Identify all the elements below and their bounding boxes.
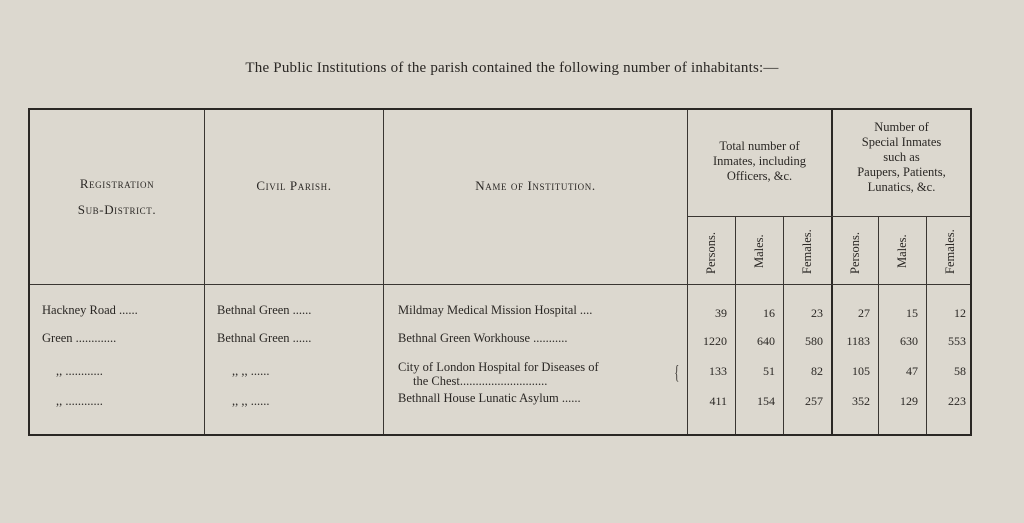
header-total-l2: Inmates, including bbox=[712, 154, 807, 168]
rule-v2 bbox=[383, 110, 384, 434]
row3-institution-line2: the Chest............................ bbox=[413, 374, 548, 388]
header-total-group bbox=[688, 139, 831, 184]
row2-district: Green ............. bbox=[42, 331, 117, 345]
row3-parish: ,, ,, ...... bbox=[232, 364, 270, 378]
header-total-l3: Officers, &c. bbox=[726, 169, 793, 183]
header-registration-line2: Sub-District. bbox=[77, 202, 157, 217]
row4-institution: Bethnall House Lunatic Asylum ...... bbox=[398, 391, 581, 405]
row1-special-males: 15 bbox=[906, 306, 918, 320]
row4-parish: ,, ,, ...... bbox=[232, 394, 270, 408]
row2-total-females: 580 bbox=[805, 334, 823, 348]
row2-special-females: 553 bbox=[948, 334, 966, 348]
row1-institution: Mildmay Medical Mission Hospital .... bbox=[398, 303, 593, 317]
row2-special-males: 630 bbox=[900, 334, 918, 348]
row3-total-persons: 133 bbox=[709, 364, 727, 378]
row1-district: Hackney Road ...... bbox=[42, 303, 138, 317]
header-registration bbox=[30, 176, 204, 218]
header-special-group bbox=[833, 120, 970, 195]
page-title: The Public Institutions of the parish contained the following number of inhabitants:— bbox=[245, 60, 779, 76]
row1-special-females: 12 bbox=[954, 306, 966, 320]
row1-total-persons: 39 bbox=[715, 306, 727, 320]
row4-district: ,, ............ bbox=[56, 394, 103, 408]
header-special-males: Males. bbox=[895, 234, 909, 268]
row2-special-persons: 1183 bbox=[846, 334, 870, 348]
rule-h-header bbox=[30, 284, 970, 285]
row2-parish: Bethnal Green ...... bbox=[217, 331, 312, 345]
row3-special-males: 47 bbox=[906, 364, 918, 378]
row3-total-males: 51 bbox=[763, 364, 775, 378]
header-special-l5: Lunatics, &c. bbox=[867, 180, 936, 194]
row3-special-females: 58 bbox=[954, 364, 966, 378]
row1-parish: Bethnal Green ...... bbox=[217, 303, 312, 317]
row4-total-females: 257 bbox=[805, 394, 823, 408]
row2-total-males: 640 bbox=[757, 334, 775, 348]
row4-special-males: 129 bbox=[900, 394, 918, 408]
row4-special-females: 223 bbox=[948, 394, 966, 408]
rule-h-group bbox=[687, 216, 970, 217]
header-total-males: Males. bbox=[752, 234, 766, 268]
row2-total-persons: 1220 bbox=[703, 334, 727, 348]
inhabitants-table bbox=[28, 108, 972, 436]
header-special-females: Females. bbox=[943, 229, 957, 274]
row1-total-females: 23 bbox=[811, 306, 823, 320]
row4-total-persons: 411 bbox=[709, 394, 727, 408]
row1-special-persons: 27 bbox=[858, 306, 870, 320]
header-total-persons: Persons. bbox=[704, 231, 718, 274]
rule-v1 bbox=[204, 110, 205, 434]
row4-special-persons: 352 bbox=[852, 394, 870, 408]
header-special-l1: Number of bbox=[874, 120, 929, 134]
row3-institution-line1: City of London Hospital for Diseases of bbox=[398, 360, 599, 374]
header-special-l2: Special Inmates bbox=[861, 135, 942, 149]
row4-total-males: 154 bbox=[757, 394, 775, 408]
row3-district: ,, ............ bbox=[56, 364, 103, 378]
row2-institution: Bethnal Green Workhouse ........... bbox=[398, 331, 568, 345]
header-total-l1: Total number of bbox=[719, 139, 800, 153]
row3-special-persons: 105 bbox=[852, 364, 870, 378]
header-institution: Name of Institution. bbox=[475, 178, 596, 193]
header-special-persons: Persons. bbox=[848, 231, 862, 274]
header-special-l4: Paupers, Patients, bbox=[857, 165, 946, 179]
row1-total-males: 16 bbox=[763, 306, 775, 320]
brace-icon: { bbox=[674, 362, 680, 384]
header-special-l3: such as bbox=[883, 150, 920, 164]
header-civil-parish: Civil Parish. bbox=[256, 178, 332, 193]
header-total-females: Females. bbox=[800, 229, 814, 274]
row3-total-females: 82 bbox=[811, 364, 823, 378]
header-registration-line1: Registration bbox=[79, 176, 155, 191]
